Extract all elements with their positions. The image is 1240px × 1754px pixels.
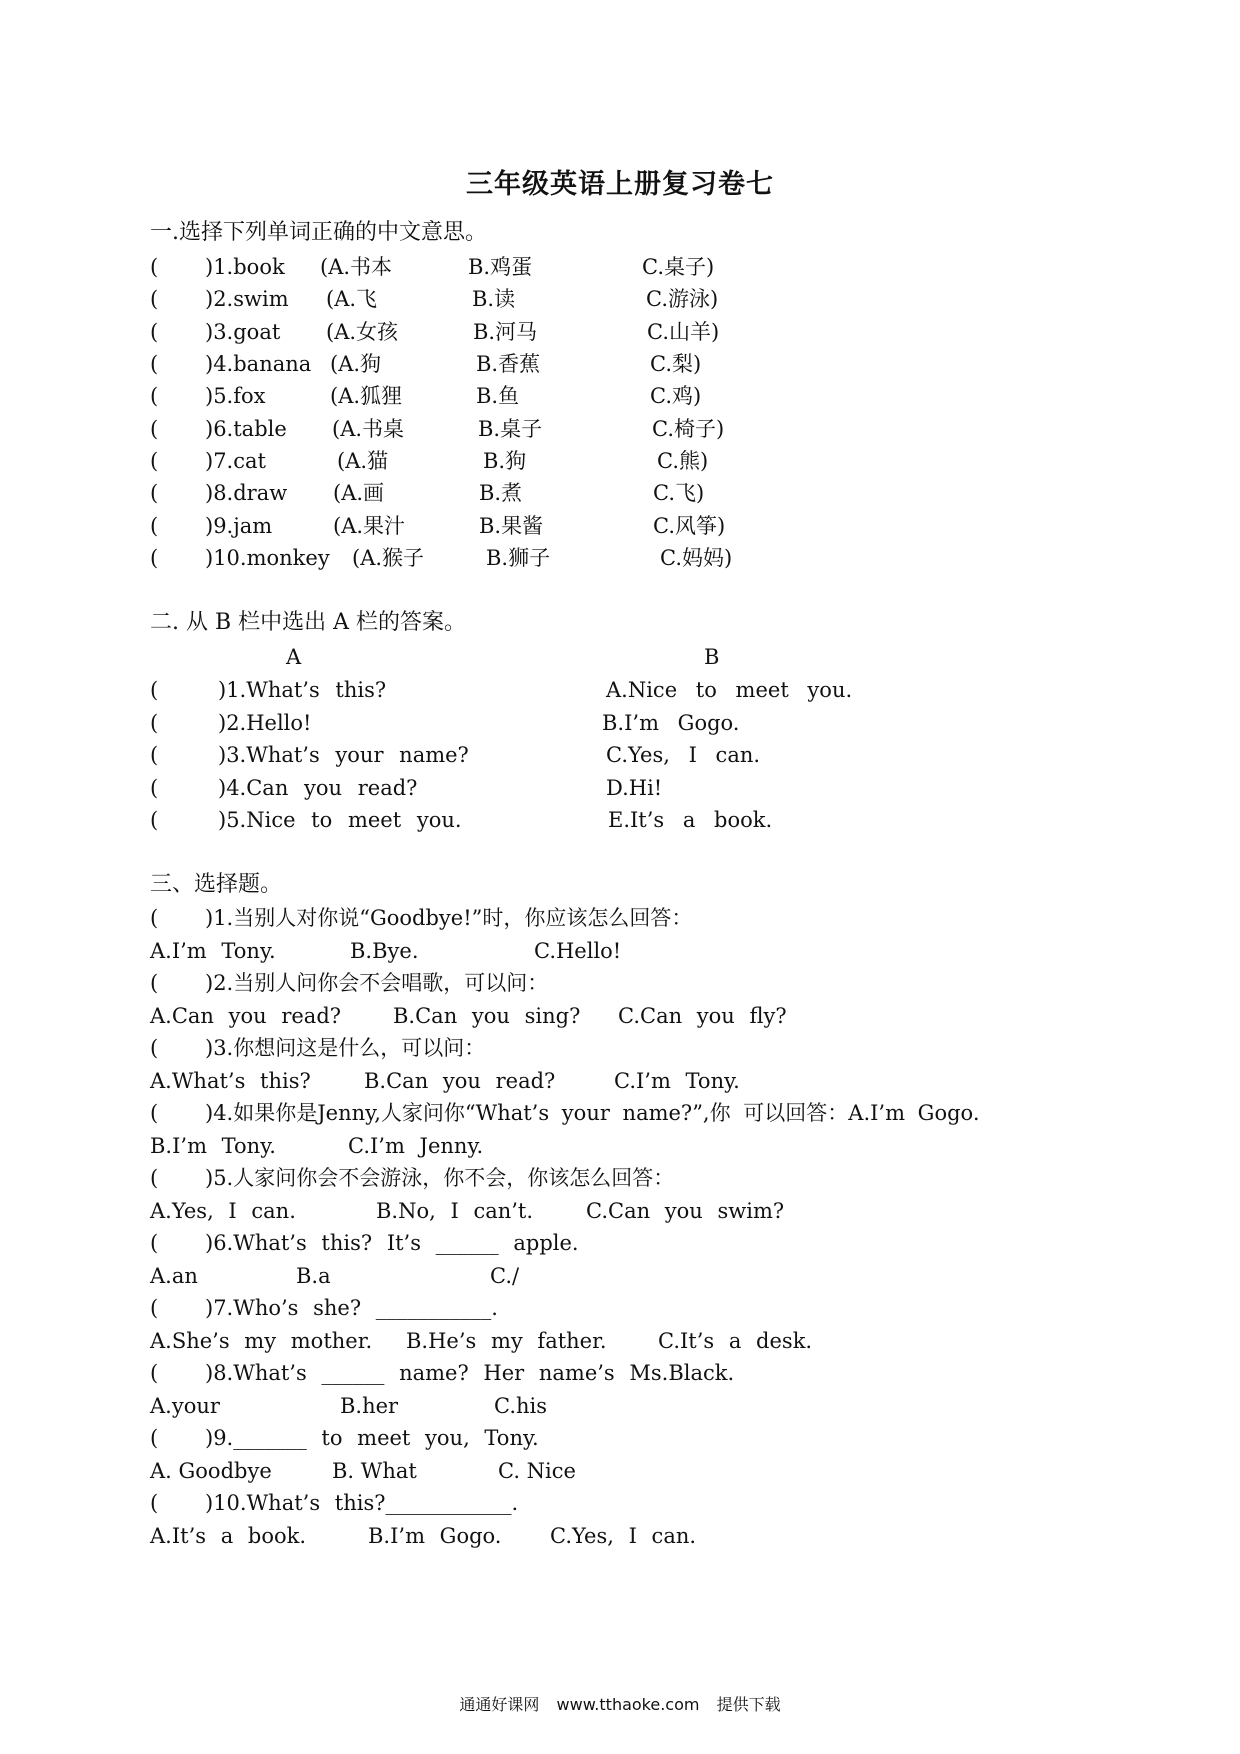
option-b: B.He’s my father. [406,1329,607,1353]
option-b: B.Bye. [350,939,419,963]
answer-paren: ( [150,1361,159,1385]
column-b-answer: A.Nice to meet you. [606,678,853,702]
option-c: C.鸡) [650,384,702,408]
question-text: )5.人家问你会不会游泳，你不会，你该怎么回答： [205,1166,675,1190]
answer-paren: ( [150,711,159,735]
answer-paren: ( [150,808,159,832]
question-word: )3.goat [205,320,281,344]
option-b: B.Can you read? [364,1069,556,1093]
answer-paren: ( [150,417,159,441]
answer-paren: ( [150,971,159,995]
option-b: B.桌子 [478,417,543,441]
option-a: (A.飞 [326,287,378,311]
column-b-label: B [704,645,720,669]
question-text: )6.What’s this? It’s ______ apple. [205,1231,579,1255]
footer-site-name: 通通好课网 [459,1695,540,1714]
question-text: )9._______ to meet you, Tony. [205,1426,539,1450]
question-word: )6.table [205,417,287,441]
option-a: (A.书本 [320,255,393,279]
option-c: C.桌子) [642,255,715,279]
answer-paren: ( [150,678,159,702]
option-c: C.Can you fly? [618,1004,787,1028]
option-a: A.What’s this? [150,1069,311,1093]
option-c: C.his [494,1394,548,1418]
option-c: C. Nice [498,1459,576,1483]
option-b: B.河马 [473,320,538,344]
option-b: B.狮子 [486,546,551,570]
option-a: (A.书桌 [332,417,405,441]
option-a: (A.猫 [337,449,389,473]
question-text: )8.What’s ______ name? Her name’s Ms.Black. [205,1361,735,1385]
footer-url[interactable]: www.tthaoke.com [556,1695,700,1714]
column-b-answer: B.I’m Gogo. [602,711,740,735]
answer-paren: ( [150,384,159,408]
answer-paren: ( [150,1296,159,1320]
option-b: B.her [340,1394,399,1418]
option-b: B.狗 [483,449,527,473]
option-c: C.妈妈) [660,546,733,570]
column-b-answer: C.Yes, I can. [606,743,761,767]
answer-paren: ( [150,776,159,800]
answer-paren: ( [150,449,159,473]
option-a: A. Goodbye [150,1459,272,1483]
option-c: C.熊) [657,449,709,473]
answer-paren: ( [150,743,159,767]
question-word: )9.jam [205,514,273,538]
option-b: B.No, I can’t. [376,1199,534,1223]
page-footer [0,1692,1240,1715]
part3-heading: 三、选择题。 [150,872,283,897]
option-c: C.游泳) [646,287,719,311]
option-c: C.梨) [650,352,702,376]
answer-paren: ( [150,320,159,344]
option-b: B.鱼 [476,384,520,408]
column-a-label: A [286,645,302,669]
question-word: )4.banana [205,352,312,376]
option-b: B.果酱 [479,514,544,538]
option-c: C.椅子) [652,417,725,441]
question-word: )8.draw [205,481,288,505]
question-text: )4.如果你是Jenny,人家问你“What’s your name?”,你 可以回答：A.I’m Gogo. [205,1101,980,1125]
answer-paren: ( [150,287,159,311]
option-a: (A.女孩 [326,320,399,344]
page-title: 三年级英语上册复习卷七 [466,169,774,200]
column-a-question: )4.Can you read? [218,776,418,800]
answer-paren: ( [150,514,159,538]
option-b: B.煮 [479,481,523,505]
option-c: C.山羊) [647,320,720,344]
answer-paren: ( [150,255,159,279]
option-b: B.I’m Gogo. [368,1524,502,1548]
option-c: C.Can you swim? [586,1199,785,1223]
question-text: )3.你想问这是什么，可以问： [205,1036,486,1060]
option-a: A.your [150,1394,220,1418]
option-c: C.飞) [653,481,705,505]
column-b-answer: D.Hi! [606,776,663,800]
answer-paren: ( [150,1426,159,1450]
option-b: B.a [296,1264,331,1288]
question-word: )5.fox [205,384,266,408]
answer-paren: ( [150,1036,159,1060]
question-text: )2.当别人问你会不会唱歌，可以问： [205,971,549,995]
column-a-question: )5.Nice to meet you. [218,808,462,832]
column-b-answer: E.It’s a book. [608,808,773,832]
option-a: (A.画 [333,481,385,505]
answer-paren: ( [150,546,159,570]
column-a-question: )3.What’s your name? [218,743,469,767]
option-b: B.鸡蛋 [468,255,533,279]
option-a: A.Can you read? [150,1004,342,1028]
option-a: (A.猴子 [352,546,425,570]
option-c: C.I’m Jenny. [348,1134,484,1158]
question-text: )1.当别人对你说“Goodbye!”时，你应该怎么回答： [205,906,693,930]
option-b: B. What [332,1459,417,1483]
option-b: B.Can you sing? [393,1004,581,1028]
option-b: B.I’m Tony. [150,1134,276,1158]
option-a: A.It’s a book. [150,1524,307,1548]
option-c: C.It’s a desk. [658,1329,813,1353]
answer-paren: ( [150,1166,159,1190]
question-word: )7.cat [205,449,266,473]
option-a: A.Yes, I can. [150,1199,296,1223]
footer-note: 提供下载 [716,1695,781,1714]
question-text: )10.What’s this?____________. [205,1491,519,1515]
question-word: )2.swim [205,287,289,311]
question-word: )10.monkey [205,546,330,570]
answer-paren: ( [150,352,159,376]
option-c: C.风筝) [653,514,726,538]
answer-paren: ( [150,1491,159,1515]
option-a: (A.果汁 [333,514,406,538]
option-c: C.Yes, I can. [550,1524,697,1548]
option-a: (A.狗 [330,352,382,376]
option-b: B.读 [472,287,516,311]
question-text: )7.Who’s she? ___________. [205,1296,498,1320]
part1-heading: 一.选择下列单词正确的中文意思。 [150,220,487,245]
option-c: C.I’m Tony. [614,1069,740,1093]
answer-paren: ( [150,1101,159,1125]
part2-heading: 二. 从 B 栏中选出 A 栏的答案。 [150,610,467,635]
option-a: (A.狐狸 [330,384,403,408]
option-b: B.香蕉 [476,352,541,376]
option-a: A.I’m Tony. [150,939,276,963]
option-a: A.an [150,1264,198,1288]
option-c: C.Hello! [534,939,622,963]
question-word: )1.book [205,255,285,279]
column-a-question: )2.Hello! [218,711,312,735]
answer-paren: ( [150,906,159,930]
column-a-question: )1.What’s this? [218,678,387,702]
option-a: A.She’s my mother. [150,1329,373,1353]
answer-paren: ( [150,1231,159,1255]
option-c: C./ [490,1264,520,1288]
answer-paren: ( [150,481,159,505]
